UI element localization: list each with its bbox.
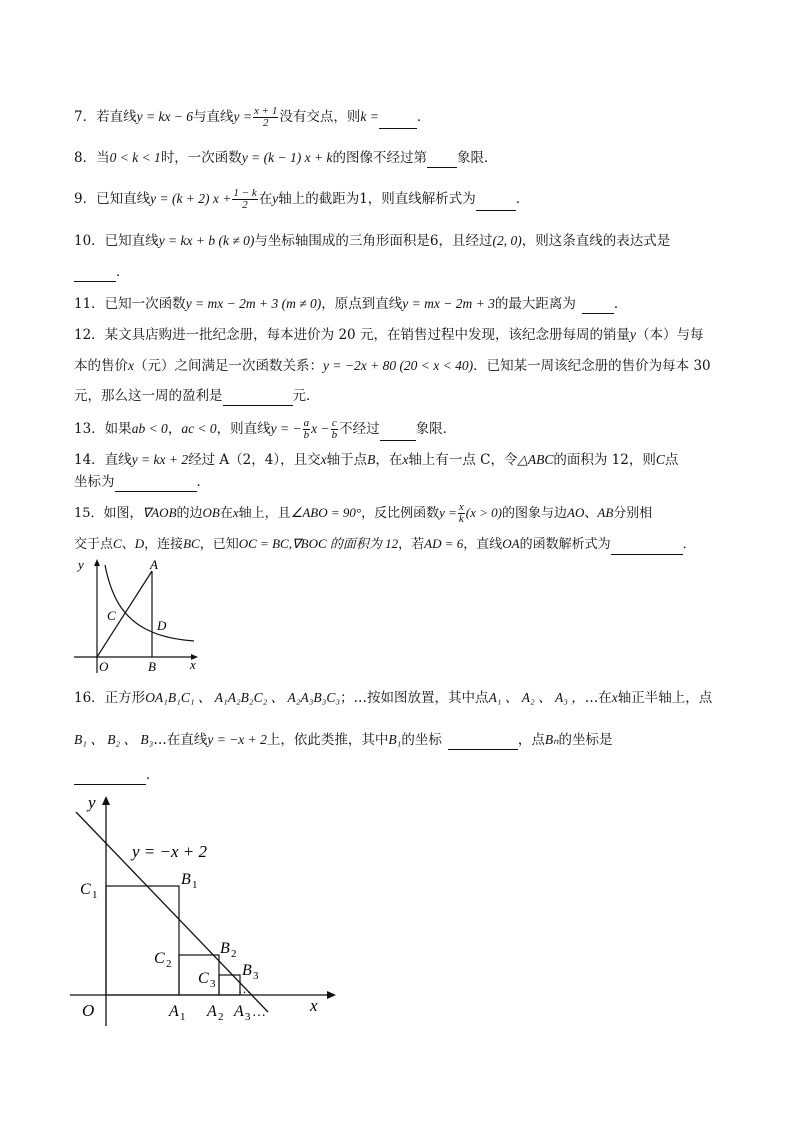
svg-text:2: 2 (166, 958, 172, 970)
label-A2 (206, 1003, 224, 1023)
line-equation: y = −x + 2 (132, 842, 208, 861)
label-C: C (107, 608, 116, 623)
figure-15 (68, 555, 208, 675)
problem-8: 8．当0 < k < 1时，一次函数y = (k − 1) x + k的图像不经过第 象限． (74, 150, 498, 166)
label-A: A (150, 557, 158, 572)
x-axis-arrow (327, 991, 336, 999)
answer-blank[interactable] (223, 391, 293, 406)
y-axis-arrow (94, 559, 100, 566)
answer-blank[interactable] (448, 735, 518, 750)
svg-text:A: A (234, 1003, 244, 1020)
svg-text:A: A (169, 1003, 179, 1020)
answer-blank[interactable] (582, 299, 614, 314)
label-C2 (154, 950, 172, 970)
svg-text:1: 1 (180, 1011, 186, 1023)
problem-15-line2: 交于点C、D，连接BC，已知OC = BC,∇BOC 的面积为 12，若AD = 6，直线OA的函数解析式为 ． (74, 534, 696, 555)
fraction: $\frac{x + 1}{2}$ (254, 105, 278, 129)
problem-12: 12．某文具店购进一批纪念册，每本进价为 20 元，在销售过程中发现，该纪念册每周的销量y（本）与每 (74, 327, 704, 343)
fraction: $\frac{a}{b}$ (303, 417, 310, 441)
problem-10: 10．已知直线y = kx + b (k ≠ 0)与坐标轴围成的三角形面积是6，且经过(2, 0)，则这条直线的表达式是 (74, 233, 671, 249)
hyperbola-curve (105, 565, 194, 641)
y-axis-arrow (102, 796, 110, 805)
svg-text:3: 3 (253, 970, 259, 982)
label-B2 (220, 940, 237, 960)
label-A1 (168, 1003, 186, 1023)
answer-blank[interactable] (611, 540, 683, 555)
svg-text:3: 3 (210, 978, 216, 990)
problem-12-line2: 本的售价x（元）之间满足一次函数关系：y = −2x + 80 (20 < x < 40)．已知某一周该纪念册的售价为每本 30 (74, 358, 711, 374)
problem-10-line2: ． (74, 262, 130, 282)
svg-text:C: C (198, 970, 209, 987)
math-expr: y = (233, 109, 253, 124)
segment-OA (97, 571, 152, 657)
svg-text:2: 2 (218, 1011, 224, 1023)
fraction: $\frac{c}{b}$ (331, 417, 338, 441)
problem-7: 7．若直线y = kx − 6与直线y = $\frac{x + 1}{2}$ 没有交点，则k = ． (74, 105, 431, 129)
problem-9: 9．已知直线y = (k + 2) x + $\frac{1 - k}{2}$ 在y轴上的截距为1，则直线解析式为 ． (74, 187, 530, 211)
answer-blank[interactable] (476, 196, 516, 211)
problem-15: 15．如图，∇AOB的边OB在x轴上，且∠ABO = 90°，反比例函数y = $\frac{x}{k}$ (x > 0)的图象与边AO、AB分别相 (74, 501, 653, 525)
label-A3 (233, 1003, 266, 1023)
label-y: y (88, 793, 96, 812)
square-3 (219, 975, 240, 995)
label-O: O (99, 659, 109, 674)
svg-text:A: A (207, 1003, 217, 1020)
problem-16-line3: ． (74, 765, 160, 785)
figure-16 (70, 790, 350, 1030)
problem-12-line3: 元，那么这一周的盈利是 元． (74, 388, 320, 404)
label-x: x (190, 657, 196, 672)
label-D: D (157, 618, 167, 633)
problem-16: 16．正方形OA₁B₁C₁ 、 A₁A₂B₂C₂ 、 A₂A₃B₃C₃；…按如图放置，其中点A₁ 、 A₂ 、 A₃ ，…在x轴正半轴上，点 (74, 690, 713, 706)
math-expr: y = kx − 6 (136, 109, 194, 124)
svg-text:B: B (220, 940, 230, 957)
svg-text:C: C (154, 950, 165, 967)
label-C3 (198, 970, 216, 990)
label-x: x (310, 996, 318, 1015)
square-1 (106, 886, 179, 995)
answer-blank[interactable] (379, 114, 417, 129)
answer-blank[interactable] (380, 426, 416, 441)
problem-14-line2: 坐标为 ． (74, 474, 210, 490)
svg-text:B: B (242, 962, 252, 979)
fraction: $\frac{x}{k}$ (458, 501, 464, 525)
svg-text:2: 2 (231, 948, 237, 960)
answer-blank[interactable] (427, 153, 457, 168)
label-B3 (242, 962, 259, 982)
problem-14: 14．直线y = kx + 2经过 A（2，4），且交x轴于点B，在x轴上有一点 C，令△ABC的面积为 12，则C点 (74, 452, 679, 468)
label-O: O (82, 1001, 95, 1020)
svg-text:1: 1 (92, 889, 98, 901)
answer-blank[interactable] (115, 477, 197, 492)
problem-16-line2: B₁ 、 B₂ 、 B₃…在直线y = −x + 2上，依此类推，其中B₁的坐标 ，点Bₙ的坐标是 (74, 732, 613, 748)
label-B1 (181, 871, 198, 891)
answer-blank[interactable] (74, 770, 146, 785)
svg-text:3: 3 (245, 1011, 251, 1023)
svg-text:C: C (80, 881, 91, 898)
label-C1 (80, 881, 98, 901)
svg-text:B: B (181, 871, 191, 888)
problem-11: 11．已知一次函数y = mx − 2m + 3 (m ≠ 0)，原点到直线y = mx − 2m + 3的最大距离为 ． (74, 296, 628, 312)
svg-text:1: 1 (192, 879, 198, 891)
answer-blank[interactable] (74, 267, 116, 282)
label-B: B (148, 659, 156, 674)
ellipsis-dots: … (238, 981, 251, 996)
fraction: $\frac{1 - k}{2}$ (233, 187, 257, 211)
svg-text:…: … (252, 1005, 266, 1020)
problem-13: 13．如果ab < 0，ac < 0，则直线y = − $\frac{a}{b}$ x − $\frac{c}{b}$ 不经过 象限． (74, 417, 457, 441)
label-y: y (78, 557, 84, 572)
